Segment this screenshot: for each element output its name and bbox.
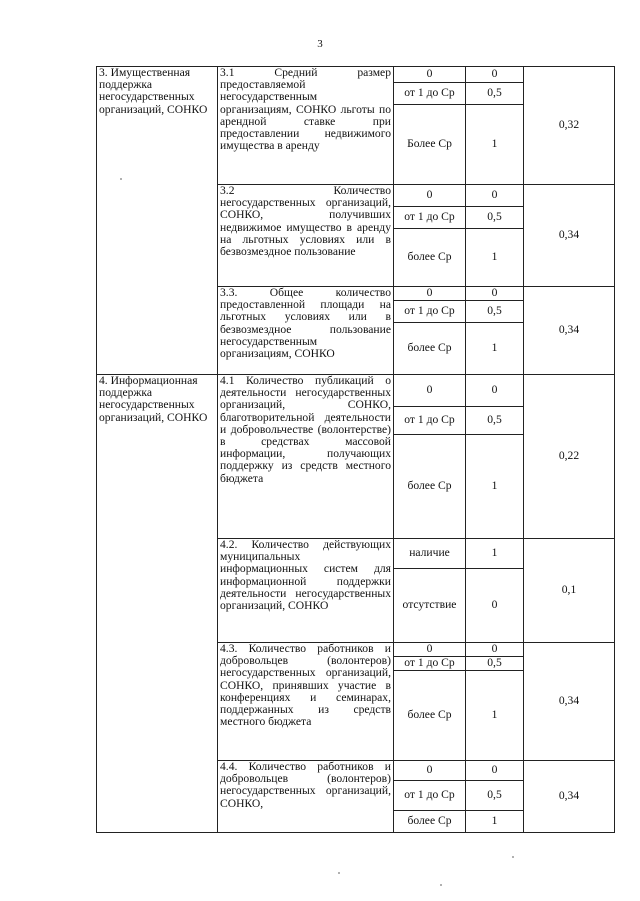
score-cell: 0,5 [466,83,524,105]
score-cell: 0 [466,375,524,407]
condition-cell: от 1 до Ср [394,657,466,671]
condition-cell: от 1 до Ср [394,207,466,229]
condition-cell: от 1 до Ср [394,781,466,811]
condition-cell: Более Ср [394,105,466,185]
condition-cell: 0 [394,375,466,407]
scan-speck [440,884,442,886]
condition-cell: более Ср [394,435,466,539]
score-cell: 0 [466,761,524,781]
condition-cell: отсутствие [394,569,466,643]
scan-speck [338,872,340,874]
score-cell: 0,5 [466,781,524,811]
score-cell: 1 [466,435,524,539]
score-cell: 0,5 [466,657,524,671]
score-cell: 0,5 [466,407,524,435]
weight-cell: 0,34 [524,643,615,761]
indicator-3-1: 3.1 Средний размер предоставляемой негосударственным организациям, СОНКО льготы по арендной ставке при предоставлении недвижимого имущества в аренду [218,67,394,185]
condition-cell: 0 [394,185,466,207]
scan-speck [120,178,122,180]
criteria-table [96,66,615,833]
indicator-4-2: 4.2. Количество действующих муниципальных информационных систем для информационной поддержки деятельности негосударственных организаций, СОНКО [218,539,394,643]
indicator-4-1: 4.1 Количество публикаций о деятельности негосударственных организаций, СОНКО, благотворительной деятельности и добровольчестве (волонтерстве) в средствах массовой информации, получающих поддержку из средств местного бюджета [218,375,394,539]
page-number: 3 [317,38,323,50]
score-cell: 1 [466,811,524,833]
score-cell: 0 [466,185,524,207]
condition-cell: 0 [394,67,466,83]
score-cell: 1 [466,105,524,185]
weight-cell: 0,1 [524,539,615,643]
score-cell: 0 [466,67,524,83]
condition-cell: наличие [394,539,466,569]
condition-cell: 0 [394,761,466,781]
score-cell: 0 [466,643,524,657]
weight-cell: 0,34 [524,287,615,375]
criterion-information-support: 4. Информационная поддержка негосударственных организаций, СОНКО [97,375,218,833]
condition-cell: от 1 до Ср [394,83,466,105]
condition-cell: от 1 до Ср [394,301,466,323]
score-cell: 1 [466,671,524,761]
condition-cell: более Ср [394,811,466,833]
criterion-property-support: 3. Имущественная поддержка негосударственных организаций, СОНКО [97,67,218,375]
score-cell: 1 [466,229,524,287]
condition-cell: более Ср [394,229,466,287]
score-cell: 0,5 [466,301,524,323]
indicator-4-4: 4.4. Количество работников и добровольцев (волонтеров) негосударственных организаций, СОНКО, [218,761,394,833]
score-cell: 0,5 [466,207,524,229]
indicator-4-3: 4.3. Количество работников и добровольцев (волонтеров) негосударственных организаций, СОНКО, принявших участие в конференциях и семинарах, поддержанных из средств местного бюджета [218,643,394,761]
condition-cell: от 1 до Ср [394,407,466,435]
indicator-3-3: 3.3. Общее количество предоставленной площади на льготных условиях или в безвозмездное пользование негосударственным организациям, СОНКО [218,287,394,375]
condition-cell: 0 [394,643,466,657]
scan-speck [512,856,514,858]
score-cell: 1 [466,539,524,569]
weight-cell: 0,22 [524,375,615,539]
score-cell: 0 [466,287,524,301]
weight-cell: 0,34 [524,761,615,833]
condition-cell: более Ср [394,671,466,761]
weight-cell: 0,34 [524,185,615,287]
indicator-3-2: 3.2 Количество негосударственных организаций, СОНКО, получивших недвижимое имущество в аренду на льготных условиях или в безвозмездное пользование [218,185,394,287]
weight-cell: 0,32 [524,67,615,185]
score-cell: 1 [466,323,524,375]
condition-cell: 0 [394,287,466,301]
score-cell: 0 [466,569,524,643]
condition-cell: более Ср [394,323,466,375]
